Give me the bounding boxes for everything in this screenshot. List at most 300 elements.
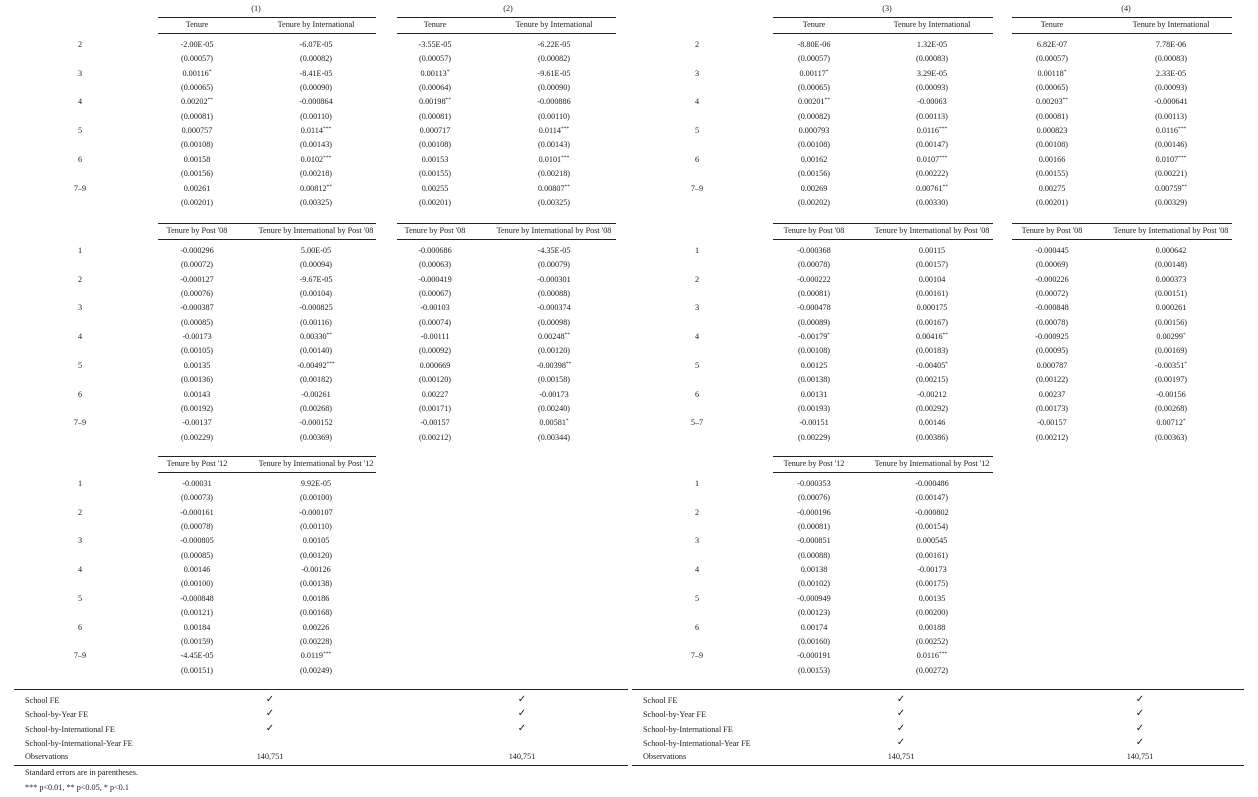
coefficient: -2.00E-05 [180, 40, 214, 49]
standard-error: (0.00159) [180, 636, 214, 646]
row-label: 4 [694, 332, 700, 342]
standard-error: (0.00085) [180, 550, 214, 560]
column-header: Tenure [423, 20, 447, 29]
standard-error: (0.00082) [299, 54, 333, 64]
header-rule [773, 33, 993, 34]
checkmark-icon: ✓ [1135, 722, 1145, 734]
column-header: Tenure by International by Post '12 [258, 459, 374, 468]
observations-value: 140,751 [1126, 752, 1154, 761]
coefficient: 0.00248** [537, 332, 571, 342]
standard-error: (0.00102) [797, 579, 831, 589]
coefficient: -0.00492*** [297, 360, 335, 370]
standard-error: (0.00108) [1035, 140, 1069, 150]
row-label: 3 [77, 68, 83, 78]
standard-error: (0.00108) [418, 140, 452, 150]
row-label: 3 [694, 303, 700, 313]
coefficient: 0.00226 [302, 622, 330, 632]
coefficient: 0.0114*** [538, 126, 570, 136]
standard-error: (0.00155) [418, 169, 452, 179]
coefficient: 0.00299* [1156, 332, 1186, 342]
standard-error: (0.00081) [1035, 111, 1069, 121]
standard-error: (0.00197) [1154, 375, 1188, 385]
standard-error: (0.00073) [180, 493, 214, 503]
coefficient: 0.00237 [1038, 389, 1066, 399]
standard-error: (0.00085) [180, 317, 214, 327]
coefficient: -0.000864 [299, 97, 333, 107]
row-label: 1 [694, 246, 700, 255]
header-rule [158, 33, 376, 34]
coefficient: 0.00275 [1038, 183, 1066, 193]
standard-error: (0.00057) [180, 54, 214, 64]
coefficient: -0.00173 [182, 332, 212, 342]
standard-error: (0.00160) [797, 636, 831, 646]
standard-error: (0.00156) [1154, 317, 1188, 327]
standard-error: (0.00076) [180, 289, 214, 299]
header-rule [397, 17, 616, 18]
column-header: Tenure [802, 20, 826, 29]
standard-error: (0.00095) [1035, 346, 1069, 356]
coefficient: 0.0119*** [300, 651, 332, 661]
coefficient: 0.00761** [915, 183, 949, 193]
coefficient: 0.00198** [418, 97, 452, 107]
coefficient: -0.00157 [1037, 418, 1067, 428]
standard-error: (0.00222) [915, 169, 949, 179]
coefficient: -0.000196 [797, 507, 831, 517]
coefficient: -0.00351* [1154, 360, 1188, 370]
standard-error: (0.00079) [537, 260, 571, 270]
coefficient: -0.00173 [917, 565, 947, 575]
coefficient: -6.07E-05 [299, 40, 333, 49]
coefficient: -0.000374 [537, 303, 571, 313]
standard-error: (0.00113) [1155, 111, 1187, 121]
coefficient: 3.29E-05 [916, 68, 948, 78]
header-rule [158, 223, 376, 224]
coefficient: 2.33E-05 [1155, 68, 1187, 78]
coefficient: -0.000848 [1035, 303, 1069, 313]
column-header: Tenure [185, 20, 209, 29]
standard-error: (0.00088) [537, 289, 571, 299]
standard-error: (0.00329) [1154, 197, 1188, 207]
standard-error: (0.00120) [537, 346, 571, 356]
coefficient: 0.00261 [183, 183, 211, 193]
coefficient: 0.00203** [1035, 97, 1069, 107]
row-label: 6 [77, 622, 83, 632]
coefficient: -3.55E-05 [418, 40, 452, 49]
coefficient: -9.67E-05 [299, 274, 333, 284]
standard-error: (0.00140) [299, 346, 333, 356]
row-label: 5–7 [690, 418, 704, 428]
coefficient: 7.78E-06 [1155, 40, 1187, 49]
coefficient: -0.000368 [797, 246, 831, 255]
coefficient: 0.00146 [183, 565, 211, 575]
header-rule [773, 472, 993, 473]
column-header: Tenure by Post '08 [783, 226, 845, 235]
standard-error: (0.00081) [797, 289, 831, 299]
table-note: *** p<0.01, ** p<0.05, * p<0.1 [25, 783, 129, 792]
coefficient: 0.00125 [800, 360, 828, 370]
column-header: Tenure by Post '08 [1021, 226, 1083, 235]
standard-error: (0.00057) [418, 54, 452, 64]
coefficient: 0.000261 [1155, 303, 1187, 313]
header-rule [158, 239, 376, 240]
coefficient: -0.00157 [420, 418, 450, 428]
header-rule [1012, 33, 1232, 34]
standard-error: (0.00151) [1154, 289, 1188, 299]
row-label: 1 [77, 479, 83, 488]
standard-error: (0.00201) [1035, 197, 1069, 207]
coefficient: -0.000161 [180, 507, 214, 517]
checkmark-icon: ✓ [265, 694, 275, 705]
coefficient: 0.000545 [916, 536, 948, 546]
fe-label: School-by-International-Year FE [25, 739, 133, 749]
standard-error: (0.00065) [1035, 83, 1069, 93]
standard-error: (0.00100) [299, 493, 333, 503]
coefficient: -0.000107 [299, 507, 333, 517]
row-label: 3 [694, 68, 700, 78]
standard-error: (0.00156) [180, 169, 214, 179]
standard-error: (0.00161) [915, 550, 949, 560]
row-label: 6 [77, 154, 83, 164]
standard-error: (0.00110) [300, 522, 332, 532]
coefficient: 0.000757 [181, 126, 213, 136]
coefficient: 0.00255 [421, 183, 449, 193]
standard-error: (0.00147) [915, 493, 949, 503]
coefficient: 0.000793 [798, 126, 830, 136]
coefficient: -0.000848 [180, 593, 214, 603]
standard-error: (0.00110) [538, 111, 570, 121]
row-label: 5 [77, 593, 83, 603]
standard-error: (0.00325) [299, 197, 333, 207]
coefficient: -6.22E-05 [537, 40, 571, 49]
header-rule [158, 456, 376, 457]
standard-error: (0.00083) [1154, 54, 1188, 64]
coefficient: 9.92E-05 [300, 479, 332, 488]
standard-error: (0.00122) [1035, 375, 1069, 385]
checkmark-icon: ✓ [517, 722, 527, 734]
section-rule [14, 689, 628, 690]
checkmark-icon: ✓ [265, 708, 275, 720]
coefficient: -0.000486 [915, 479, 949, 488]
standard-error: (0.00202) [797, 197, 831, 207]
standard-error: (0.00078) [797, 260, 831, 270]
standard-error: (0.00167) [915, 317, 949, 327]
fe-label: School FE [643, 696, 678, 705]
standard-error: (0.00090) [537, 83, 571, 93]
row-label: 7–9 [73, 418, 87, 428]
coefficient: -0.000296 [180, 246, 214, 255]
coefficient: 0.00135 [183, 360, 211, 370]
coefficient: 0.00105 [302, 536, 330, 546]
column-header: Tenure by International by Post '08 [874, 226, 990, 235]
standard-error: (0.00292) [915, 403, 949, 413]
coefficient: 0.000669 [419, 360, 451, 370]
coefficient: -4.45E-05 [180, 651, 214, 661]
row-label: 7–9 [73, 183, 87, 193]
bottom-rule [14, 765, 628, 766]
row-label: 4 [77, 565, 83, 575]
coefficient: 0.0116*** [1155, 126, 1187, 136]
row-label: 2 [694, 507, 700, 517]
header-rule [1012, 239, 1232, 240]
standard-error: (0.00143) [537, 140, 571, 150]
coefficient: 0.00153 [421, 154, 449, 164]
coefficient: 0.0107*** [1155, 154, 1187, 164]
standard-error: (0.00221) [1154, 169, 1188, 179]
standard-error: (0.00161) [915, 289, 949, 299]
row-label: 1 [694, 479, 700, 488]
coefficient: 0.00143 [183, 389, 211, 399]
standard-error: (0.00082) [797, 111, 831, 121]
header-rule [158, 17, 376, 18]
header-rule [397, 33, 616, 34]
coefficient: -4.35E-05 [537, 246, 571, 255]
row-label: 3 [77, 536, 83, 546]
checkmark-icon: ✓ [517, 694, 527, 705]
coefficient: 0.00162 [800, 154, 828, 164]
standard-error: (0.00138) [299, 579, 333, 589]
coefficient: -0.00179* [797, 332, 831, 342]
coefficient: -0.00111 [420, 332, 450, 342]
column-header: Tenure by Post '08 [404, 226, 466, 235]
standard-error: (0.00200) [915, 608, 949, 618]
checkmark-icon: ✓ [1135, 737, 1145, 749]
coefficient: -0.000686 [418, 246, 452, 255]
coefficient: 0.00227 [421, 389, 449, 399]
row-label: 5 [77, 126, 83, 136]
checkmark-icon: ✓ [1135, 694, 1145, 705]
standard-error: (0.00175) [915, 579, 949, 589]
standard-error: (0.00120) [418, 375, 452, 385]
coefficient: -0.00151 [799, 418, 829, 428]
standard-error: (0.00116) [300, 317, 332, 327]
coefficient: 0.0114*** [300, 126, 332, 136]
standard-error: (0.00173) [1035, 403, 1069, 413]
fe-label: School-by-International FE [25, 724, 115, 734]
standard-error: (0.00386) [915, 432, 949, 442]
coefficient: 0.000717 [419, 126, 451, 136]
standard-error: (0.00104) [299, 289, 333, 299]
coefficient: 0.00104 [918, 274, 946, 284]
standard-error: (0.00272) [915, 665, 949, 675]
model-header: (1) [251, 4, 261, 13]
standard-error: (0.00092) [418, 346, 452, 356]
coefficient: 0.00201** [797, 97, 831, 107]
coefficient: -0.000641 [1154, 97, 1188, 107]
coefficient: 0.00166 [1038, 154, 1066, 164]
coefficient: 0.00186 [302, 593, 330, 603]
coefficient: 0.000175 [916, 303, 948, 313]
coefficient: 0.00581* [539, 418, 569, 428]
coefficient: 0.00138 [800, 565, 828, 575]
standard-error: (0.00064) [418, 83, 452, 93]
row-label: 4 [694, 97, 700, 107]
standard-error: (0.00072) [1035, 289, 1069, 299]
standard-error: (0.00121) [180, 608, 214, 618]
standard-error: (0.00083) [915, 54, 949, 64]
standard-error: (0.00093) [915, 83, 949, 93]
standard-error: (0.00218) [299, 169, 333, 179]
checkmark-icon: ✓ [517, 708, 527, 720]
standard-error: (0.00081) [797, 522, 831, 532]
coefficient: -0.000191 [797, 651, 831, 661]
standard-error: (0.00249) [299, 665, 333, 675]
coefficient: 0.000373 [1155, 274, 1187, 284]
standard-error: (0.00108) [180, 140, 214, 150]
coefficient: -0.00156 [1156, 389, 1186, 399]
coefficient: 0.0101*** [538, 154, 570, 164]
checkmark-icon: ✓ [265, 722, 275, 734]
standard-error: (0.00201) [180, 197, 214, 207]
coefficient: 0.0116*** [916, 651, 948, 661]
standard-error: (0.00183) [915, 346, 949, 356]
row-label: 7–9 [73, 651, 87, 661]
header-rule [397, 239, 616, 240]
coefficient: 0.00712* [1156, 418, 1186, 428]
row-label: 6 [694, 154, 700, 164]
standard-error: (0.00094) [299, 260, 333, 270]
column-header: Tenure [1040, 20, 1064, 29]
standard-error: (0.00201) [418, 197, 452, 207]
standard-error: (0.00136) [180, 375, 214, 385]
standard-error: (0.00063) [418, 260, 452, 270]
row-label: 4 [77, 332, 83, 342]
standard-error: (0.00229) [797, 432, 831, 442]
checkmark-icon: ✓ [896, 722, 906, 734]
column-header: Tenure by Post '08 [166, 226, 228, 235]
model-header: (2) [503, 4, 513, 13]
standard-error: (0.00192) [180, 403, 214, 413]
coefficient: 0.00118* [1037, 68, 1067, 78]
standard-error: (0.00082) [537, 54, 571, 64]
row-label: 5 [77, 360, 83, 370]
row-label: 2 [77, 40, 83, 49]
observations-value: 140,751 [256, 752, 284, 761]
coefficient: 0.00131 [800, 389, 828, 399]
coefficient: -0.000353 [797, 479, 831, 488]
standard-error: (0.00108) [797, 140, 831, 150]
standard-error: (0.00081) [180, 111, 214, 121]
coefficient: 0.00807** [537, 183, 571, 193]
column-header: Tenure by International [515, 20, 593, 29]
column-header: Tenure by International by Post '12 [874, 459, 990, 468]
standard-error: (0.00168) [299, 608, 333, 618]
coefficient: -0.000802 [915, 507, 949, 517]
fe-label: School-by-Year FE [25, 710, 89, 720]
standard-error: (0.00193) [797, 403, 831, 413]
coefficient: -0.000152 [299, 418, 333, 428]
standard-error: (0.00369) [299, 432, 333, 442]
standard-error: (0.00057) [797, 54, 831, 64]
model-header: (4) [1121, 4, 1131, 13]
coefficient: -0.00137 [182, 418, 212, 428]
standard-error: (0.00123) [797, 608, 831, 618]
column-header: Tenure by International [1132, 20, 1210, 29]
row-label: 5 [694, 360, 700, 370]
standard-error: (0.00268) [299, 403, 333, 413]
coefficient: 0.0107*** [916, 154, 948, 164]
coefficient: 0.00174 [800, 622, 828, 632]
coefficient: -8.80E-06 [797, 40, 831, 49]
coefficient: -0.000805 [180, 536, 214, 546]
coefficient: 0.00759** [1154, 183, 1188, 193]
standard-error: (0.00067) [418, 289, 452, 299]
standard-error: (0.00158) [537, 375, 571, 385]
coefficient: 0.00812** [299, 183, 333, 193]
row-label: 6 [694, 622, 700, 632]
checkmark-icon: ✓ [896, 737, 906, 749]
coefficient: 0.00135 [918, 593, 946, 603]
standard-error: (0.00120) [299, 550, 333, 560]
coefficient: 0.00269 [800, 183, 828, 193]
coefficient: -0.000886 [537, 97, 571, 107]
coefficient: -0.00103 [420, 303, 450, 313]
standard-error: (0.00325) [537, 197, 571, 207]
standard-error: (0.00330) [915, 197, 949, 207]
header-rule [773, 239, 993, 240]
table-note: Standard errors are in parentheses. [25, 768, 138, 777]
column-header: Tenure by International by Post '08 [1113, 226, 1229, 235]
coefficient: 0.00117* [799, 68, 829, 78]
standard-error: (0.00072) [180, 260, 214, 270]
standard-error: (0.00100) [180, 579, 214, 589]
section-rule [632, 689, 1244, 690]
header-rule [773, 456, 993, 457]
standard-error: (0.00154) [915, 522, 949, 532]
standard-error: (0.00215) [915, 375, 949, 385]
coefficient: -0.00405* [915, 360, 949, 370]
standard-error: (0.00069) [1035, 260, 1069, 270]
standard-error: (0.00157) [915, 260, 949, 270]
coefficient: 0.000642 [1155, 246, 1187, 255]
standard-error: (0.00089) [797, 317, 831, 327]
standard-error: (0.00105) [180, 346, 214, 356]
coefficient: 5.00E-05 [300, 246, 332, 255]
standard-error: (0.00057) [1035, 54, 1069, 64]
column-header: Tenure by International by Post '08 [258, 226, 374, 235]
standard-error: (0.00212) [418, 432, 452, 442]
standard-error: (0.00138) [797, 375, 831, 385]
header-rule [773, 17, 993, 18]
standard-error: (0.00344) [537, 432, 571, 442]
standard-error: (0.00268) [1154, 403, 1188, 413]
coefficient: -0.000387 [180, 303, 214, 313]
row-label: 2 [77, 274, 83, 284]
coefficient: 0.0102*** [300, 154, 332, 164]
model-header: (3) [882, 4, 892, 13]
coefficient: -0.000301 [537, 274, 571, 284]
standard-error: (0.00147) [915, 140, 949, 150]
bottom-rule [632, 765, 1244, 766]
standard-error: (0.00113) [916, 111, 948, 121]
column-header: Tenure by International [277, 20, 355, 29]
coefficient: -0.00063 [917, 97, 947, 107]
row-label: 2 [694, 274, 700, 284]
coefficient: -0.000222 [797, 274, 831, 284]
coefficient: 0.00202** [180, 97, 214, 107]
standard-error: (0.00156) [797, 169, 831, 179]
standard-error: (0.00074) [418, 317, 452, 327]
standard-error: (0.00229) [180, 432, 214, 442]
row-label: 4 [694, 565, 700, 575]
standard-error: (0.00090) [299, 83, 333, 93]
coefficient: -0.00212 [917, 389, 947, 399]
standard-error: (0.00153) [797, 665, 831, 675]
standard-error: (0.00240) [537, 403, 571, 413]
header-rule [397, 223, 616, 224]
standard-error: (0.00146) [1154, 140, 1188, 150]
coefficient: 0.00116* [182, 68, 212, 78]
checkmark-icon: ✓ [896, 694, 906, 705]
